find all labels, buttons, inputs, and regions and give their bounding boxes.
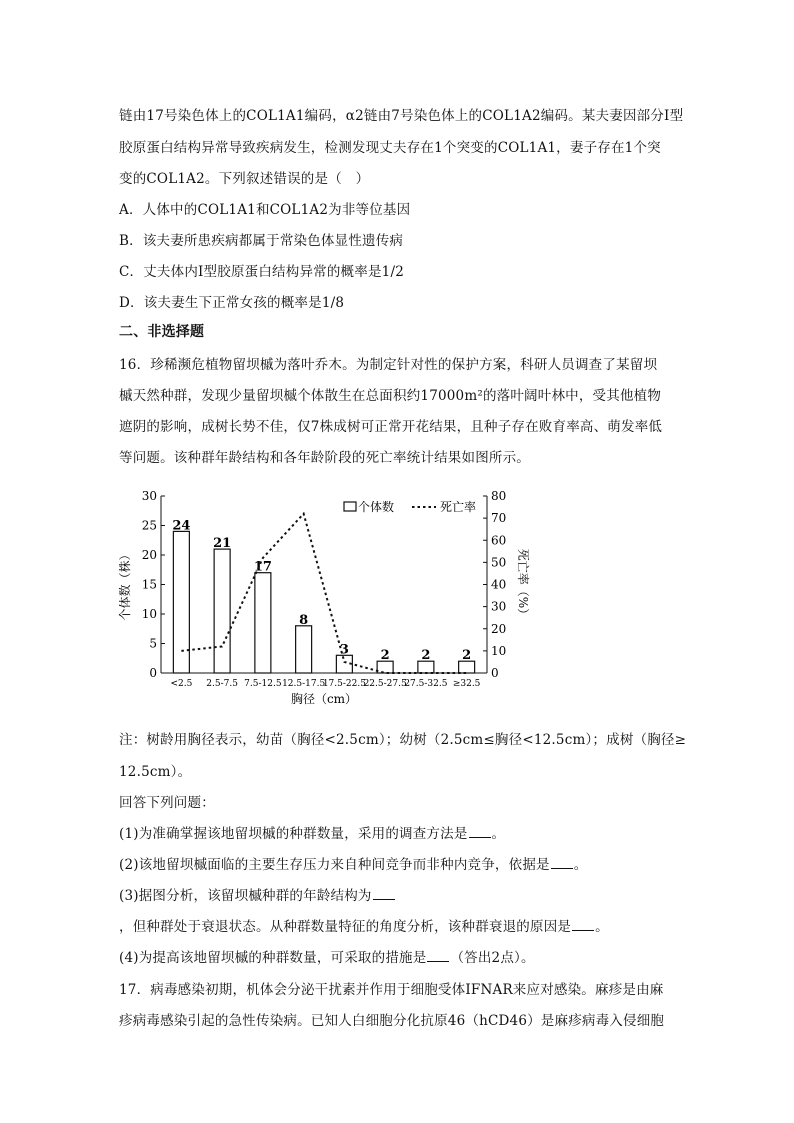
bar-value-label: 8 <box>299 612 309 628</box>
left-y-axis-title: 个体数（株） <box>118 548 132 621</box>
bar-value-label: 17 <box>253 559 272 575</box>
q15-text-line-2: 胶原蛋白结构异常导致疾病发生，检测发现丈夫存在1个突变的COL1A1，妻子存在1个突 <box>119 140 661 156</box>
q16-sub-question-3 <box>119 884 396 904</box>
q16-sub3-cont-text: ，但种群处于衰退状态。从种群数量特征的角度分析，该种群衰退的原因是 <box>119 919 572 935</box>
x-tick-label: 27.5-32.5 <box>404 679 448 689</box>
q16-sub-question-1 <box>119 822 505 842</box>
q16-sub1-text: (1)为准确掌握该地留坝槭的种群数量，采用的调查方法是 <box>119 826 468 842</box>
q16-text-line-1: 16．珍稀濒危植物留坝槭为落叶乔木。为制定针对性的保护方案，科研人员调查了某留坝 <box>119 357 658 373</box>
q16-note-line-1: 注：树龄用胸径表示，幼苗（胸径<2.5cm）；幼树（2.5cm≤胸径<12.5cm）；成树（胸径≥ <box>119 732 687 748</box>
left-y-tick-label: 10 <box>141 607 157 621</box>
q16-sub4-text: (4)为提高该地留坝槭的种群数量，可采取的措施是 <box>119 950 427 966</box>
right-y-tick-label: 0 <box>491 666 499 680</box>
q16-sub3-text: (3)据图分析，该留坝槭种群的年龄结构为 <box>119 888 372 904</box>
answer-blank[interactable] <box>551 856 573 869</box>
bar-value-label: 2 <box>462 648 472 664</box>
q16-sub1-end: 。 <box>491 826 506 842</box>
q16-sub2-end: 。 <box>573 857 588 873</box>
left-y-tick-label: 30 <box>141 489 157 503</box>
bar <box>214 549 230 673</box>
q15-option-a: A．人体中的COL1A1和COL1A2为非等位基因 <box>119 202 411 218</box>
legend-bar-label: 个体数 <box>358 500 395 514</box>
q16-text-line-4: 等问题。该种群年龄结构和各年龄阶段的死亡率统计结果如图所示。 <box>119 450 530 466</box>
q16-note-line-2: 12.5cm）。 <box>119 764 192 780</box>
right-y-tick-label: 10 <box>491 643 507 658</box>
q15-option-b: B．该夫妻所患疾病都属于常染色体显性遗传病 <box>119 233 404 249</box>
right-y-tick-label: 20 <box>491 621 507 636</box>
x-axis-title: 胸径（cm） <box>290 692 358 706</box>
right-y-tick-label: 40 <box>491 577 507 592</box>
right-y-tick-label: 80 <box>491 489 507 503</box>
legend-bar-swatch <box>344 502 356 511</box>
x-tick-label: 2.5-7.5 <box>206 679 238 689</box>
left-y-tick-label: 5 <box>149 636 157 651</box>
right-y-tick-label: 70 <box>491 511 507 526</box>
answer-blank[interactable] <box>373 887 395 900</box>
answer-blank[interactable] <box>427 949 449 962</box>
bar-value-label: 3 <box>339 642 349 658</box>
x-tick-label: ≥32.5 <box>452 679 481 689</box>
q16-prompt: 回答下列问题： <box>119 795 215 811</box>
q17-text-line-1: 17．病毒感染初期，机体会分泌干扰素并作用于细胞受体IFNAR来应对感染。麻疹是由麻 <box>119 982 664 998</box>
q16-sub4-end: （答出2点）。 <box>450 950 535 966</box>
left-y-tick-label: 20 <box>141 548 157 562</box>
q15-option-d: D．该夫妻生下正常女孩的概率是1/8 <box>119 295 345 311</box>
bar <box>255 573 271 673</box>
right-y-tick-label: 30 <box>491 599 507 614</box>
left-y-tick-label: 15 <box>141 577 157 592</box>
q15-text-line-3: 变的COL1A2。下列叙述错误的是（ ） <box>119 171 370 187</box>
bar <box>296 626 312 673</box>
q16-sub-question-3-continued <box>119 915 609 935</box>
bar-value-label: 2 <box>380 648 390 664</box>
bar-value-label: 24 <box>172 518 191 534</box>
section-heading: 二、非选择题 <box>119 324 205 340</box>
x-tick-label: 7.5-12.5 <box>244 679 282 689</box>
right-y-tick-label: 60 <box>491 533 507 548</box>
age-structure-chart <box>118 484 530 714</box>
q16-sub-question-4 <box>119 946 535 966</box>
x-tick-label: 12.5-17.5 <box>282 679 326 689</box>
q16-sub3-end: 。 <box>595 919 609 935</box>
answer-blank[interactable] <box>469 825 491 838</box>
q16-text-line-2: 槭天然种群，发现少量留坝槭个体散生在总面积约17000m²的落叶阔叶林中，受其他植物 <box>119 388 662 404</box>
legend-line-label: 死亡率 <box>440 500 477 514</box>
q16-sub-question-2 <box>119 853 587 873</box>
q17-text-line-2: 疹病毒感染引起的急性传染病。已知人白细胞分化抗原46（hCD46）是麻疹病毒入侵细胞 <box>119 1013 665 1029</box>
bar-value-label: 21 <box>213 536 232 552</box>
q16-text-line-3: 遮阴的影响，成树长势不佳，仅7株成树可正常开花结果，且种子存在败育率高、萌发率低 <box>119 419 663 435</box>
q15-text-line-1: 链由17号染色体上的COL1A1编码，α2链由7号染色体上的COL1A2编码。某夫妻因部分Ⅰ型 <box>119 108 684 124</box>
left-y-tick-label: 0 <box>149 666 157 680</box>
right-y-axis-title: 死亡率（%） <box>516 548 530 621</box>
bar <box>173 531 189 673</box>
right-y-tick-label: 50 <box>491 555 507 570</box>
left-y-tick-label: 25 <box>141 518 157 533</box>
bar-value-label: 2 <box>421 648 431 664</box>
x-tick-label: <2.5 <box>170 679 193 689</box>
q15-option-c: C．丈夫体内Ⅰ型胶原蛋白结构异常的概率是1/2 <box>119 264 404 280</box>
answer-blank[interactable] <box>572 918 594 931</box>
q16-sub2-text: (2)该地留坝槭面临的主要生存压力来自种间竞争而非种内竞争，依据是 <box>119 857 550 873</box>
x-tick-label: 17.5-22.5 <box>322 679 366 689</box>
x-tick-label: 22.5-27.5 <box>363 679 407 689</box>
